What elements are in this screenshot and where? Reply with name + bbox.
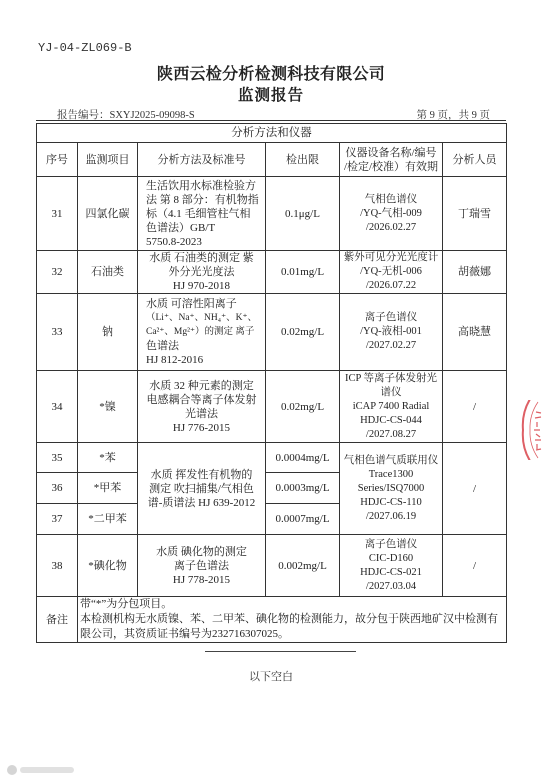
table-header-row: [37, 143, 507, 177]
report-number: 报告编号：SXYJ2025-09098-S: [57, 110, 195, 121]
remarks-line: 限公司，其资质证书编号为232716307025。: [80, 628, 289, 640]
analysis-method: [138, 443, 266, 535]
monitoring-item: 石油类: [78, 251, 138, 294]
column-header-instrument: [340, 143, 443, 177]
method-line: 水质 挥发性有机物的: [150, 468, 253, 481]
column-header-method: 分析方法及标准号: [138, 143, 266, 177]
cross-page-seal-icon: [510, 400, 548, 460]
instrument-line: HDJC-CS-044: [360, 414, 422, 426]
method-line: HJ 812-2016: [146, 354, 204, 366]
monitoring-item: *苯: [78, 443, 138, 473]
instrument: [340, 177, 443, 251]
method-line: 光谱法: [185, 407, 218, 420]
column-header-item: 监测项目: [78, 143, 138, 177]
instrument-line: 离子色谱仪: [364, 538, 418, 550]
monitoring-item: 钠: [78, 294, 138, 371]
method-line: HJ 776-2015: [172, 421, 231, 434]
analyst: /: [443, 371, 507, 443]
instrument-line: /2027.06.19: [365, 510, 417, 522]
column-header-limit: 检出限: [266, 143, 340, 177]
monitoring-item: *甲苯: [78, 473, 138, 504]
blank-below-note: 以下空白: [249, 671, 293, 683]
instrument-line: 谱仪: [380, 386, 402, 398]
row-number: 37: [37, 504, 78, 535]
row-number: 34: [37, 371, 78, 443]
instrument-line: Series/ISQ7000: [357, 482, 425, 494]
table-row: [37, 251, 507, 294]
analyst: 高晓慧: [443, 294, 507, 371]
detection-limit: 0.0004mg/L: [266, 443, 340, 473]
table-title-row: [37, 124, 507, 143]
monitoring-item: *碘化物: [78, 535, 138, 597]
instrument: [340, 371, 443, 443]
analyst: /: [443, 443, 507, 535]
method-line: 色谱法: [146, 340, 179, 352]
instrument: [340, 443, 443, 535]
method-line: 5750.8-2023: [146, 235, 202, 248]
method-line: 水质 可溶性阳离子: [146, 298, 237, 310]
column-header-instrument-line: /检定/校准）有效期: [343, 160, 439, 173]
analyst: /: [443, 535, 507, 597]
analysis-method: [138, 535, 266, 597]
row-number: 38: [37, 535, 78, 597]
instrument-line: ICP 等离子体发射光: [344, 372, 438, 384]
method-line: 谱-质谱法 HJ 639-2012: [147, 496, 256, 509]
instrument-line: /YQ-气相-009: [360, 207, 422, 219]
instrument-line: 离子色谱仪: [364, 312, 418, 323]
monitoring-item: *镍: [78, 371, 138, 443]
detection-limit: 0.0003mg/L: [266, 473, 340, 504]
methods-instruments-table: [36, 123, 507, 643]
instrument-line: /2027.08.27: [365, 428, 417, 440]
analyst: 胡薇娜: [443, 251, 507, 294]
detection-limit: 0.02mg/L: [266, 371, 340, 443]
detection-limit: 0.01mg/L: [266, 251, 340, 294]
method-line: 外分光光度法: [168, 266, 235, 278]
instrument: [340, 294, 443, 371]
instrument: [340, 251, 443, 294]
table-row: [37, 535, 507, 597]
instrument-line: iCAP 7400 Radial: [352, 400, 430, 412]
column-header-analyst: 分析人员: [443, 143, 507, 177]
instrument-line: /2027.02.27: [365, 340, 417, 351]
analysis-method: [138, 177, 266, 251]
detection-limit: 0.02mg/L: [266, 294, 340, 371]
analyst: 丁瑞雪: [443, 177, 507, 251]
end-divider: [205, 651, 356, 652]
table-row: [37, 371, 507, 443]
row-number: 33: [37, 294, 78, 371]
method-line: 水质 32 种元素的测定: [149, 379, 254, 392]
detection-limit: 0.002mg/L: [266, 535, 340, 597]
method-line: HJ 970-2018: [172, 280, 231, 292]
instrument-line: CIC-D160: [368, 552, 414, 564]
header-divider: [36, 120, 506, 121]
method-line: 法 第 8 部分：有机物指: [146, 193, 259, 206]
detection-limit: 0.0007mg/L: [266, 504, 340, 535]
row-number: 31: [37, 177, 78, 251]
method-line: HJ 778-2015: [172, 573, 231, 586]
instrument-line: 气相色谱气质联用仪: [343, 454, 439, 466]
remarks-label: 备注: [37, 597, 78, 643]
remarks-line: 本检测机构无水质镍、苯、二甲苯、碘化物的检测能力，故分包于陕西地矿汉中检测有: [80, 613, 498, 625]
watermark: [6, 763, 76, 777]
method-line: 电感耦合等离子体发射: [146, 393, 257, 406]
method-line: 标（4.1 毛细管柱气相: [146, 207, 251, 220]
instrument-line: 紫外可见分光光度计: [343, 252, 439, 263]
report-title: 监测报告: [237, 87, 304, 104]
instrument-line: /2027.03.04: [365, 580, 417, 592]
instrument-line: HDJC-CS-110: [360, 496, 422, 508]
table-row: [37, 294, 507, 371]
detection-limit: 0.1μg/L: [266, 177, 340, 251]
instrument-line: /2026.02.27: [365, 221, 417, 233]
table-row: [37, 443, 507, 473]
method-line: 离子色谱法: [174, 559, 229, 572]
method-line: 水质 石油类的测定 紫: [149, 252, 254, 264]
instrument-line: 气相色谱仪: [364, 193, 418, 205]
document-code: YJ-04-ZL069-B: [38, 41, 132, 55]
row-number: 36: [37, 473, 78, 504]
analysis-method: [138, 371, 266, 443]
method-line: 测定 吹扫捕集/气相色: [149, 482, 254, 495]
method-line: 生活饮用水标准检验方: [146, 179, 256, 192]
analysis-method: [138, 251, 266, 294]
method-line: （Li⁺、Na⁺、NH₄⁺、K⁺、: [146, 313, 257, 323]
remarks-text: [78, 597, 507, 643]
row-number: 32: [37, 251, 78, 294]
monitoring-item: *二甲苯: [78, 504, 138, 535]
table-row: [37, 177, 507, 251]
page-indicator: 第 9 页，共 9 页: [416, 110, 490, 121]
monitoring-item: 四氯化碳: [78, 177, 138, 251]
column-header-no: 序号: [37, 143, 78, 177]
instrument-line: HDJC-CS-021: [360, 566, 422, 578]
column-header-instrument-line: 仪器设备名称/编号: [345, 146, 437, 159]
remarks-line: 带“*”为分包项目。: [80, 598, 173, 610]
instrument-line: /YQ-液相-001: [360, 326, 422, 337]
watermark-logo-icon: [7, 765, 17, 775]
remarks-row: [37, 597, 507, 643]
table-section-title: 分析方法和仪器: [37, 124, 507, 143]
company-name: 陕西云检分析检测科技有限公司: [156, 66, 386, 83]
instrument: [340, 535, 443, 597]
method-line: 色谱法）GB/T: [146, 221, 216, 234]
instrument-line: Trace1300: [368, 468, 414, 480]
instrument-line: /YQ-无机-006: [360, 266, 422, 277]
method-line: Ca²⁺、Mg²⁺）的测定 离子: [146, 327, 255, 337]
row-number: 35: [37, 443, 78, 473]
instrument-line: /2026.07.22: [365, 280, 417, 291]
analysis-method: [138, 294, 266, 371]
method-line: 水质 碘化物的测定: [156, 545, 247, 558]
